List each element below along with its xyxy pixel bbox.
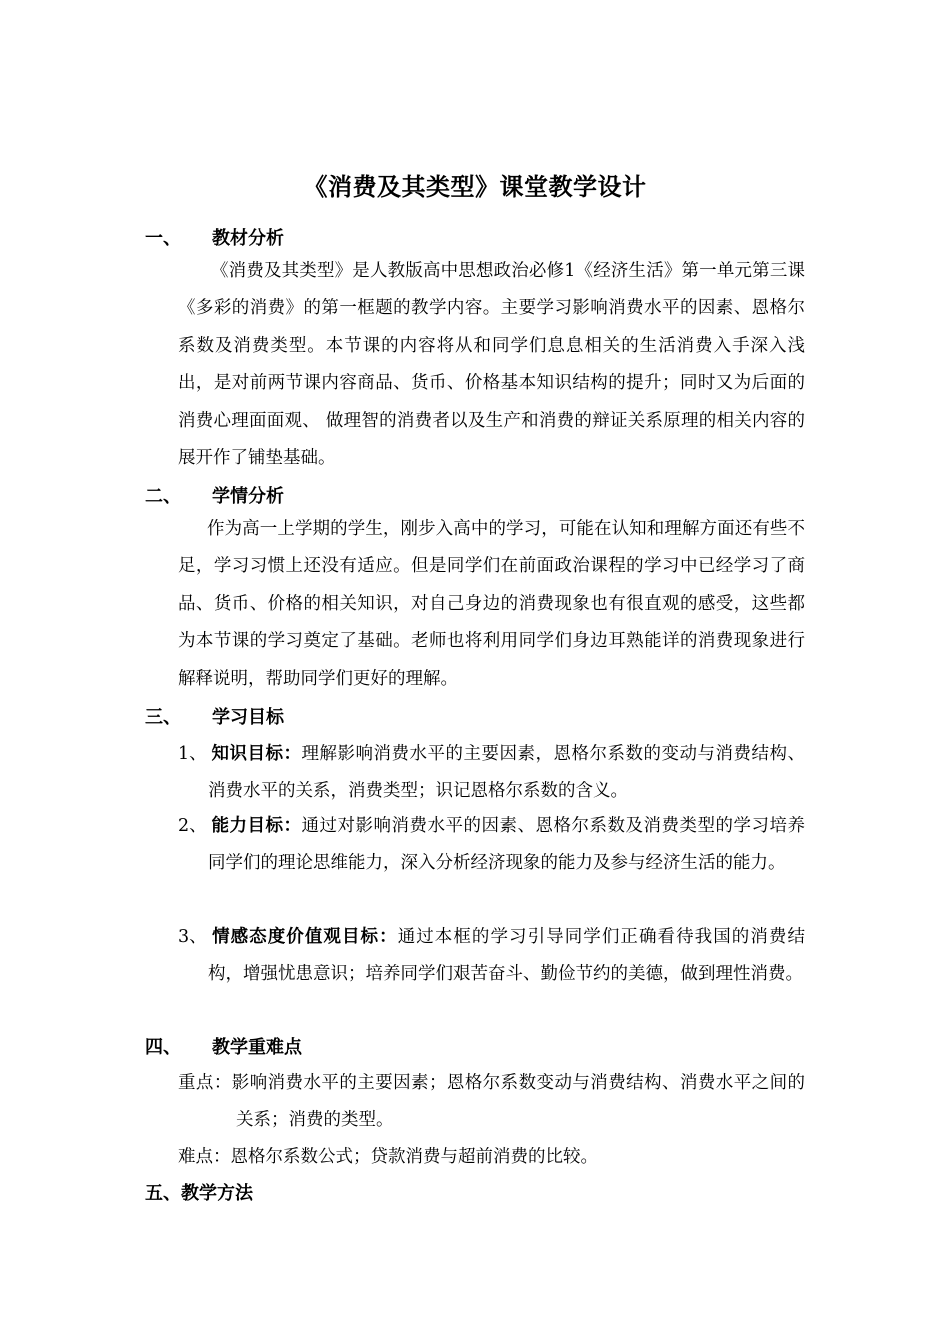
section-heading-key-points — [145, 1035, 302, 1061]
section-number: 二、 — [145, 486, 181, 507]
section-heading-students — [145, 484, 284, 510]
goal-name: 能力目标： — [211, 816, 302, 836]
goal-item-knowledge — [178, 736, 805, 811]
goal-text: 理解影响消费水平的主要因素，恩格尔系数的变动与消费结构、消费水平的关系，消费类型；识记恩格尔系数的含义。 — [208, 744, 805, 802]
goal-number: 2、 — [178, 816, 207, 836]
section-title: 教学重难点 — [212, 1037, 302, 1058]
goal-name: 知识目标： — [211, 744, 302, 764]
goal-number: 3、 — [178, 927, 207, 947]
section-title: 学情分析 — [212, 486, 284, 507]
section-heading-materials — [145, 226, 284, 252]
difficult-point-text: 难点：恩格尔系数公式；贷款消费与超前消费的比较。 — [178, 1147, 598, 1167]
goal-text: 通过本框的学习引导同学们正确看待我国的消费结构，增强忧患意识；培养同学们艰苦奋斗、勤俭节约的美德，做到理性消费。 — [208, 927, 805, 985]
student-analysis-paragraph: 作为高一上学期的学生，刚步入高中的学习，可能在认知和理解方面还有些不足，学习习惯上还没有适应。但是同学们在前面政治课程的学习中已经学习了商品、货币、价格的相关知识，对自己身边的消费现象也有很直观的感受，这些都为本节课的学习奠定了基础。老师也将利用同学们身边耳熟能详的消费现象进行解释说明，帮助同学们更好的理解。 — [178, 519, 805, 689]
key-point-text: 重点：影响消费水平的主要因素；恩格尔系数变动与消费结构、消费水平之间的关系；消费的类型。 — [178, 1073, 805, 1131]
section-heading-goals — [145, 705, 284, 731]
goal-number: 1、 — [178, 744, 207, 764]
goal-name: 情感态度价值观目标： — [211, 927, 398, 947]
goal-item-attitude — [178, 919, 805, 994]
section-number: 一、 — [145, 228, 181, 249]
section-title: 学习目标 — [212, 707, 284, 728]
materials-analysis-paragraph: 《消费及其类型》是人教版高中思想政治必修1《经济生活》第一单元第三课《多彩的消费》的第一框题的教学内容。主要学习影响消费水平的因素、恩格尔系数及消费类型。本节课的内容将从和同学们息息相关的生活消费入手深入浅出，是对前两节课内容商品、货币、价格基本知识结构的提升；同时又为后面的消费心理面面观、 做理智的消费者以及生产和消费的辩证关系原理的相关内容的展开作了铺垫基础。 — [178, 261, 805, 469]
document-title: 《消费及其类型》课堂教学设计 — [303, 172, 647, 201]
goal-text: 通过对影响消费水平的因素、恩格尔系数及消费类型的学习培养同学们的理论思维能力，深入分析经济现象的能力及参与经济生活的能力。 — [208, 816, 805, 874]
section-heading-methods: 五、教学方法 — [145, 1183, 253, 1204]
goal-item-ability — [178, 808, 805, 883]
section-number: 四、 — [145, 1037, 181, 1058]
section-title: 教材分析 — [212, 228, 284, 249]
section-number: 三、 — [145, 707, 181, 728]
